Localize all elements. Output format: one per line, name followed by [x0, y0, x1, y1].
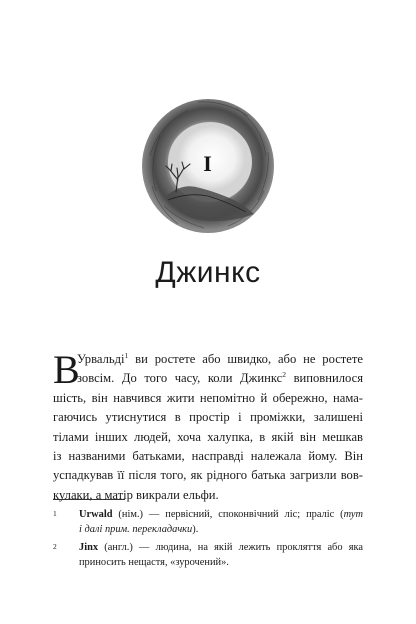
- body-line: Урвальді$^1$ ви ростете або швидко, або не ростете: [77, 350, 363, 366]
- footnote-mark: 2: [53, 542, 57, 552]
- body-line: із названими батьками, насправді належала йому. Він: [53, 449, 363, 464]
- footnote-line: і далі прим. перекладачки).: [79, 523, 199, 535]
- body-paragraph: [53, 347, 363, 505]
- body-line: успадкував її після того, як рідного батька загризли вов-: [53, 468, 363, 483]
- body-line: шість, він навчився жити непомітно й обережно, нама-: [53, 390, 363, 405]
- footnote-line: Jinx (англ.) — людина, на якій лежить прокляття або яка: [79, 542, 363, 554]
- footnote-line: Urwald (нім.) — первісний, споконвічний ліс; праліс (тут: [79, 509, 363, 520]
- drop-cap: В: [53, 347, 80, 392]
- footnote-mark: 1: [53, 509, 57, 518]
- footnote-divider: [53, 499, 125, 500]
- chapter-title: Джинкс: [155, 256, 261, 289]
- footnote: [53, 541, 363, 570]
- footnotes: [53, 508, 363, 574]
- body-line: кулаки, а матір викрали ельфи.: [53, 487, 219, 502]
- chapter-number: I: [203, 151, 213, 176]
- body-line: гаючись утиснутися в простір і проміжки, залишені: [53, 410, 363, 425]
- footnote: [53, 508, 363, 537]
- body-line: тілами інших людей, хоча халупка, в якій він мешкав: [53, 429, 363, 444]
- body-line: зовсім. До того часу, коли Джинкс$^2$ виповнилося: [77, 370, 363, 386]
- footnote-line: приносить нещастя, «зурочений».: [79, 556, 229, 568]
